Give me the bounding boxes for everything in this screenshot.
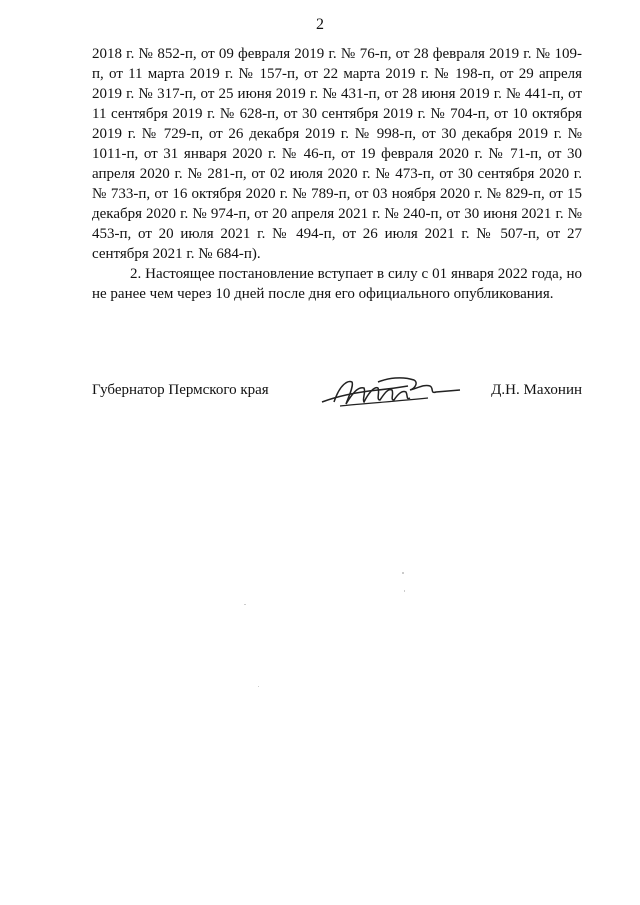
paragraph-amendments-list: 2018 г. № 852-п, от 09 февраля 2019 г. № 76-п, от 28 февраля 2019 г. № 109-п, от 11 марта 2019 г. № 157-п, от 22 марта 2019 г. № 198-п, от 29 апреля 2019 г. № 317-п, от 25 июня 2019 г. № 431-п, от 28 июня 2019 г. № 441-п, от 11 сентября 2019 г. № 628-п, от 30 сентября 2019 г. № 704-п, от 10 октября 2019 г. № 729-п, от 26 декабря 2019 г. № 998-п, от 30 декабря 2019 г. № 1011-п, от 31 января 2020 г. № 46-п, от 19 февраля 2020 г. № 71-п, от 30 апреля 2020 г. № 281-п, от 02 июля 2020 г. № 473-п, от 30 сентября 2020 г. № 733-п, от 16 октября 2020 г. № 789-п, от 03 ноября 2020 г. № 829-п, от 15 декабря 2020 г. № 974-п, от 20 апреля 2021 г. № 240-п, от 30 июня 2021 г. № 453-п, от 20 июля 2021 г. № 494-п, от 26 июля 2021 г. № 507-п, от 27 сентября 2021 г. № 684-п). <box>92 46 582 262</box>
signature-block <box>92 378 582 418</box>
signatory-title: Губернатор Пермского края <box>92 382 269 398</box>
handwritten-signature-icon <box>318 372 464 412</box>
page-number: 2 <box>316 16 324 33</box>
signatory-name: Д.Н. Махонин <box>491 382 582 398</box>
scan-speck <box>404 590 405 592</box>
scan-speck <box>258 686 259 687</box>
scan-speck <box>244 604 246 605</box>
document-body <box>92 44 582 304</box>
paragraph-effective-date: 2. Настоящее постановление вступает в силу с 01 января 2022 года, но не ранее чем через 10 дней после дня его официального опубликования. <box>92 266 582 302</box>
scan-speck <box>402 572 404 574</box>
